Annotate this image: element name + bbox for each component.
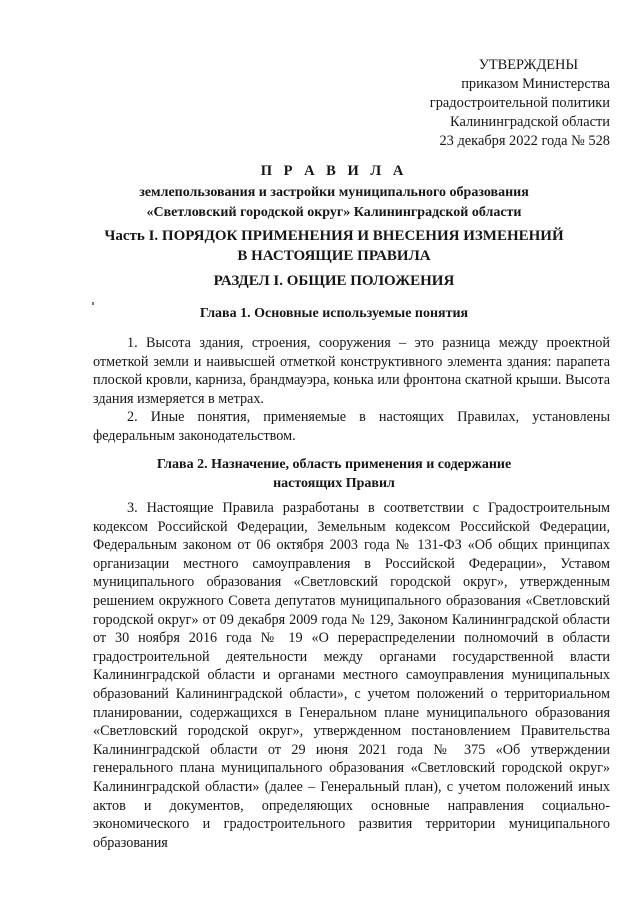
subtitle-line: землепользования и застройки муниципального образования [139, 185, 529, 200]
approval-stamp [410, 56, 610, 151]
chapter2-title-line: настоящих Правил [273, 476, 395, 491]
paragraph: 3. Настоящие Правила разработаны в соответствии с Градостроительным кодексом Российской Федерации, Земельным кодексом Российской Федерации, Федеральным законом от 06 октября 2003 года № 131-ФЗ «Об общих принципах организации местного самоуправления в Российской Федерации», Уставом муниципального образования «Светловский городской округ», утвержденным решением окружного Совета депутатов муниципального образования «Светловский городской округ» от 09 декабря 2009 года № 129, Законом Калининградской области от 30 ноября 2016 года № 19 «О перераспределении полномочий в области градостроительной деятельности между органами государственной власти Калининградской области и органами местного самоуправления муниципальных образований Калининградской области», с учетом положений о территориальном планировании, содержащихся в Генеральном плане муниципального образования «Светловский городской округ», утвержденном постановлением Правительства Калининградской области от 29 июня 2021 года № 375 «Об утверждении генерального плана муниципального образования «Светловский городской округ» Калининградской области» (далее – Генеральный план), с учетом положений иных актов и документов, определяющих основные направления социально-экономического и градостроительного развития территории муниципального образования [93, 500, 610, 851]
paragraph: 1. Высота здания, строения, сооружения – это разница между проектной отметкой земли и наивысшей отметкой конструктивного элемента здания: парапета плоской кровли, карниза, брандмауэра, конька или фронтона скатной крыши. Высота здания измеряется в метрах. [93, 335, 610, 407]
approval-line: градостроительной политики [429, 95, 610, 111]
subtitle-line: «Светловский городской округ» Калининградской области [146, 205, 522, 220]
section-title: РАЗДЕЛ I. ОБЩИЕ ПОЛОЖЕНИЯ [213, 273, 455, 289]
chapter1-body [93, 334, 610, 446]
chapter2-body [93, 499, 610, 852]
chapter2-title [60, 455, 608, 493]
paragraph: 2. Иные понятия, применяемые в настоящих Правилах, установлены федеральным законодательством. [93, 409, 610, 444]
approval-date-line: 23 декабря 2022 года № 528 [439, 133, 610, 149]
part-title-line: Часть I. ПОРЯДОК ПРИМЕНЕНИЯ И ВНЕСЕНИЯ ИЗМЕНЕНИЙ [104, 228, 564, 244]
approval-heading: УТВЕРЖДЕНЫ [478, 57, 578, 73]
part-title-line: В НАСТОЯЩИЕ ПРАВИЛА [237, 248, 431, 264]
chapter1-title: Глава 1. Основные используемые понятия [199, 306, 469, 321]
scan-dot [92, 302, 94, 305]
chapter2-title-line: Глава 2. Назначение, область применения и содержание [156, 457, 512, 472]
part-title [60, 226, 608, 266]
document-title: П Р А В И Л А [260, 163, 408, 179]
document-subtitle [60, 183, 608, 223]
approval-line: Калининградской области [450, 114, 610, 130]
approval-line: приказом Министерства [461, 76, 610, 92]
